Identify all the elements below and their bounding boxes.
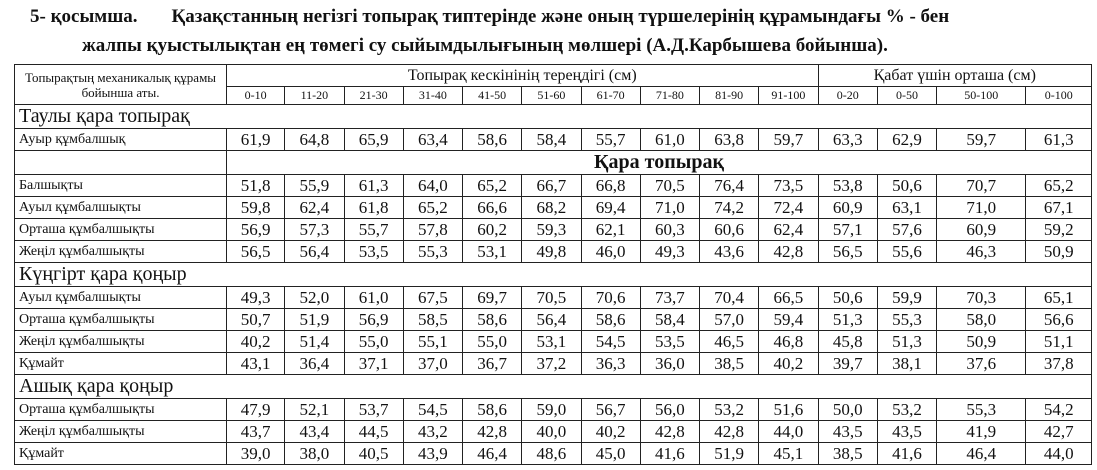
value-cell: 58,6 xyxy=(581,309,640,331)
value-cell: 51,9 xyxy=(285,309,344,331)
value-cell: 66,8 xyxy=(581,175,640,197)
value-cell: 43,9 xyxy=(403,443,462,465)
table-row xyxy=(15,197,1092,219)
value-cell: 51,8 xyxy=(227,175,285,197)
depth-header: Топырақ кескінінің тереңдігі (см) xyxy=(227,65,819,87)
value-cell: 67,1 xyxy=(1026,197,1092,219)
group-spacer xyxy=(15,151,227,175)
texture-name-cell: Орташа құмбалшықты xyxy=(15,219,227,241)
value-cell: 51,3 xyxy=(877,331,936,353)
value-cell: 43,6 xyxy=(700,241,759,263)
value-cell: 53,1 xyxy=(522,331,581,353)
soil-type-title: Күңгірт қара қоңыр xyxy=(15,263,1092,287)
value-cell: 55,1 xyxy=(403,331,462,353)
value-cell: 54,5 xyxy=(403,399,462,421)
average-column-header: 0-100 xyxy=(1026,87,1092,105)
value-cell: 61,0 xyxy=(344,287,403,309)
value-cell: 59,4 xyxy=(759,309,818,331)
soil-type-title: Таулы қара топырақ xyxy=(15,105,1092,129)
value-cell: 36,0 xyxy=(640,353,699,375)
value-cell: 61,8 xyxy=(344,197,403,219)
average-column-header: 50-100 xyxy=(937,87,1026,105)
value-cell: 63,4 xyxy=(403,129,462,151)
value-cell: 55,0 xyxy=(463,331,522,353)
texture-name-cell: Ауыр құмбалшық xyxy=(15,129,227,151)
value-cell: 59,3 xyxy=(522,219,581,241)
value-cell: 51,9 xyxy=(700,443,759,465)
value-cell: 69,4 xyxy=(581,197,640,219)
value-cell: 43,5 xyxy=(877,421,936,443)
value-cell: 40,2 xyxy=(581,421,640,443)
value-cell: 57,0 xyxy=(700,309,759,331)
texture-name-cell: Жеңіл құмбалшықты xyxy=(15,331,227,353)
value-cell: 56,9 xyxy=(227,219,285,241)
value-cell: 56,5 xyxy=(818,241,877,263)
value-cell: 62,9 xyxy=(877,129,936,151)
value-cell: 62,1 xyxy=(581,219,640,241)
value-cell: 55,6 xyxy=(877,241,936,263)
texture-name-cell: Жеңіл құмбалшықты xyxy=(15,421,227,443)
soil-name-header: Топырақтың механикалық құрамы бойынша аты. xyxy=(15,65,227,105)
value-cell: 46,0 xyxy=(581,241,640,263)
value-cell: 65,1 xyxy=(1026,287,1092,309)
table-row xyxy=(15,219,1092,241)
value-cell: 44,0 xyxy=(1026,443,1092,465)
average-column-header: 0-20 xyxy=(818,87,877,105)
depth-column-header: 0-10 xyxy=(227,87,285,105)
value-cell: 44,0 xyxy=(759,421,818,443)
value-cell: 50,6 xyxy=(877,175,936,197)
value-cell: 50,6 xyxy=(818,287,877,309)
value-cell: 55,9 xyxy=(285,175,344,197)
value-cell: 61,0 xyxy=(640,129,699,151)
value-cell: 43,4 xyxy=(285,421,344,443)
value-cell: 57,6 xyxy=(877,219,936,241)
value-cell: 40,0 xyxy=(522,421,581,443)
value-cell: 66,6 xyxy=(463,197,522,219)
depth-column-header: 11-20 xyxy=(285,87,344,105)
value-cell: 59,7 xyxy=(759,129,818,151)
value-cell: 57,8 xyxy=(403,219,462,241)
value-cell: 53,2 xyxy=(877,399,936,421)
soil-type-title: Ашық қара қоңыр xyxy=(15,375,1092,399)
value-cell: 49,8 xyxy=(522,241,581,263)
value-cell: 55,0 xyxy=(344,331,403,353)
value-cell: 36,3 xyxy=(581,353,640,375)
texture-name-cell: Ауыл құмбалшықты xyxy=(15,287,227,309)
value-cell: 73,5 xyxy=(759,175,818,197)
value-cell: 40,2 xyxy=(227,331,285,353)
value-cell: 70,5 xyxy=(640,175,699,197)
value-cell: 61,3 xyxy=(344,175,403,197)
value-cell: 56,7 xyxy=(581,399,640,421)
depth-column-header: 21-30 xyxy=(344,87,403,105)
value-cell: 51,4 xyxy=(285,331,344,353)
value-cell: 64,8 xyxy=(285,129,344,151)
table-row xyxy=(15,421,1092,443)
value-cell: 53,5 xyxy=(640,331,699,353)
value-cell: 57,1 xyxy=(818,219,877,241)
value-cell: 51,6 xyxy=(759,399,818,421)
value-cell: 62,4 xyxy=(285,197,344,219)
table-row xyxy=(15,443,1092,465)
value-cell: 58,6 xyxy=(463,399,522,421)
value-cell: 41,9 xyxy=(937,421,1026,443)
depth-column-header: 31-40 xyxy=(403,87,462,105)
value-cell: 58,6 xyxy=(463,129,522,151)
texture-name-cell: Жеңіл құмбалшықты xyxy=(15,241,227,263)
value-cell: 37,8 xyxy=(1026,353,1092,375)
value-cell: 53,7 xyxy=(344,399,403,421)
texture-name-cell: Құмайт xyxy=(15,353,227,375)
header-row-1 xyxy=(15,65,1092,87)
value-cell: 58,6 xyxy=(463,309,522,331)
water-capacity-table xyxy=(14,64,1092,465)
texture-name-cell: Ауыл құмбалшықты xyxy=(15,197,227,219)
value-cell: 65,2 xyxy=(403,197,462,219)
value-cell: 43,2 xyxy=(403,421,462,443)
value-cell: 52,0 xyxy=(285,287,344,309)
value-cell: 55,7 xyxy=(581,129,640,151)
value-cell: 52,1 xyxy=(285,399,344,421)
value-cell: 53,1 xyxy=(463,241,522,263)
value-cell: 39,7 xyxy=(818,353,877,375)
value-cell: 51,1 xyxy=(1026,331,1092,353)
value-cell: 46,4 xyxy=(463,443,522,465)
value-cell: 60,6 xyxy=(700,219,759,241)
average-column-header: 0-50 xyxy=(877,87,936,105)
depth-column-header: 71-80 xyxy=(640,87,699,105)
value-cell: 50,7 xyxy=(227,309,285,331)
value-cell: 72,4 xyxy=(759,197,818,219)
value-cell: 42,8 xyxy=(759,241,818,263)
value-cell: 46,5 xyxy=(700,331,759,353)
value-cell: 38,5 xyxy=(700,353,759,375)
appendix-label: 5- қосымша. xyxy=(30,6,138,27)
value-cell: 70,4 xyxy=(700,287,759,309)
value-cell: 54,2 xyxy=(1026,399,1092,421)
value-cell: 37,6 xyxy=(937,353,1026,375)
value-cell: 42,8 xyxy=(463,421,522,443)
value-cell: 70,5 xyxy=(522,287,581,309)
value-cell: 41,6 xyxy=(877,443,936,465)
depth-column-header: 91-100 xyxy=(759,87,818,105)
texture-name-cell: Орташа құмбалшықты xyxy=(15,399,227,421)
value-cell: 49,3 xyxy=(640,241,699,263)
title-line-1: Қазақстанның негізгі топырақ типтерінде және оның түршелерінің құрамындағы % - бен xyxy=(171,6,950,27)
value-cell: 43,5 xyxy=(818,421,877,443)
value-cell: 63,8 xyxy=(700,129,759,151)
title-line-2: жалпы қуыстылықтан ең төмегі су сыйымдылығының мөлшері (А.Д.Карбышева бойынша). xyxy=(82,35,888,56)
value-cell: 46,4 xyxy=(937,443,1026,465)
value-cell: 65,2 xyxy=(463,175,522,197)
value-cell: 37,0 xyxy=(403,353,462,375)
value-cell: 65,9 xyxy=(344,129,403,151)
layer-average-header: Қабат үшін орташа (см) xyxy=(818,65,1091,87)
value-cell: 37,2 xyxy=(522,353,581,375)
value-cell: 61,9 xyxy=(227,129,285,151)
value-cell: 65,2 xyxy=(1026,175,1092,197)
value-cell: 56,4 xyxy=(522,309,581,331)
value-cell: 42,8 xyxy=(640,421,699,443)
texture-name-cell: Орташа құмбалшықты xyxy=(15,309,227,331)
value-cell: 36,4 xyxy=(285,353,344,375)
value-cell: 56,9 xyxy=(344,309,403,331)
value-cell: 55,3 xyxy=(937,399,1026,421)
value-cell: 57,3 xyxy=(285,219,344,241)
table-row xyxy=(15,175,1092,197)
value-cell: 60,9 xyxy=(937,219,1026,241)
value-cell: 63,3 xyxy=(818,129,877,151)
value-cell: 53,8 xyxy=(818,175,877,197)
soil-type-group-row xyxy=(15,105,1092,129)
value-cell: 50,9 xyxy=(937,331,1026,353)
value-cell: 66,5 xyxy=(759,287,818,309)
value-cell: 59,8 xyxy=(227,197,285,219)
value-cell: 46,8 xyxy=(759,331,818,353)
value-cell: 70,6 xyxy=(581,287,640,309)
soil-type-title: Қара топырақ xyxy=(227,151,1092,175)
value-cell: 43,1 xyxy=(227,353,285,375)
value-cell: 53,5 xyxy=(344,241,403,263)
value-cell: 59,7 xyxy=(937,129,1026,151)
value-cell: 41,6 xyxy=(640,443,699,465)
value-cell: 40,5 xyxy=(344,443,403,465)
table-row xyxy=(15,331,1092,353)
value-cell: 62,4 xyxy=(759,219,818,241)
value-cell: 38,0 xyxy=(285,443,344,465)
value-cell: 42,8 xyxy=(700,421,759,443)
value-cell: 74,2 xyxy=(700,197,759,219)
document-heading xyxy=(0,0,1097,64)
value-cell: 70,3 xyxy=(937,287,1026,309)
value-cell: 67,5 xyxy=(403,287,462,309)
value-cell: 54,5 xyxy=(581,331,640,353)
value-cell: 55,3 xyxy=(877,309,936,331)
value-cell: 56,4 xyxy=(285,241,344,263)
depth-column-header: 81-90 xyxy=(700,87,759,105)
value-cell: 50,0 xyxy=(818,399,877,421)
value-cell: 53,2 xyxy=(700,399,759,421)
table-body xyxy=(15,105,1092,465)
table-row xyxy=(15,129,1092,151)
value-cell: 68,2 xyxy=(522,197,581,219)
soil-type-group-row xyxy=(15,375,1092,399)
value-cell: 38,5 xyxy=(818,443,877,465)
value-cell: 55,3 xyxy=(403,241,462,263)
value-cell: 56,0 xyxy=(640,399,699,421)
value-cell: 37,1 xyxy=(344,353,403,375)
value-cell: 47,9 xyxy=(227,399,285,421)
table-row xyxy=(15,399,1092,421)
value-cell: 45,0 xyxy=(581,443,640,465)
table-row xyxy=(15,241,1092,263)
value-cell: 64,0 xyxy=(403,175,462,197)
value-cell: 50,9 xyxy=(1026,241,1092,263)
value-cell: 73,7 xyxy=(640,287,699,309)
value-cell: 63,1 xyxy=(877,197,936,219)
value-cell: 60,3 xyxy=(640,219,699,241)
value-cell: 40,2 xyxy=(759,353,818,375)
value-cell: 59,9 xyxy=(877,287,936,309)
value-cell: 49,3 xyxy=(227,287,285,309)
value-cell: 70,7 xyxy=(937,175,1026,197)
table-row xyxy=(15,353,1092,375)
value-cell: 42,7 xyxy=(1026,421,1092,443)
value-cell: 55,7 xyxy=(344,219,403,241)
value-cell: 66,7 xyxy=(522,175,581,197)
value-cell: 71,0 xyxy=(640,197,699,219)
value-cell: 56,6 xyxy=(1026,309,1092,331)
value-cell: 45,8 xyxy=(818,331,877,353)
value-cell: 51,3 xyxy=(818,309,877,331)
value-cell: 69,7 xyxy=(463,287,522,309)
value-cell: 56,5 xyxy=(227,241,285,263)
table-row xyxy=(15,309,1092,331)
texture-name-cell: Құмайт xyxy=(15,443,227,465)
value-cell: 48,6 xyxy=(522,443,581,465)
value-cell: 44,5 xyxy=(344,421,403,443)
value-cell: 46,3 xyxy=(937,241,1026,263)
texture-name-cell: Балшықты xyxy=(15,175,227,197)
depth-column-header: 51-60 xyxy=(522,87,581,105)
value-cell: 60,9 xyxy=(818,197,877,219)
value-cell: 36,7 xyxy=(463,353,522,375)
value-cell: 45,1 xyxy=(759,443,818,465)
value-cell: 58,5 xyxy=(403,309,462,331)
value-cell: 59,2 xyxy=(1026,219,1092,241)
value-cell: 58,4 xyxy=(640,309,699,331)
depth-column-header: 41-50 xyxy=(463,87,522,105)
value-cell: 58,4 xyxy=(522,129,581,151)
soil-type-group-row xyxy=(15,151,1092,175)
soil-type-group-row xyxy=(15,263,1092,287)
value-cell: 39,0 xyxy=(227,443,285,465)
value-cell: 38,1 xyxy=(877,353,936,375)
value-cell: 58,0 xyxy=(937,309,1026,331)
depth-column-header: 61-70 xyxy=(581,87,640,105)
table-row xyxy=(15,287,1092,309)
heading-line-1 xyxy=(30,6,949,28)
value-cell: 59,0 xyxy=(522,399,581,421)
value-cell: 76,4 xyxy=(700,175,759,197)
value-cell: 71,0 xyxy=(937,197,1026,219)
value-cell: 61,3 xyxy=(1026,129,1092,151)
value-cell: 60,2 xyxy=(463,219,522,241)
value-cell: 43,7 xyxy=(227,421,285,443)
